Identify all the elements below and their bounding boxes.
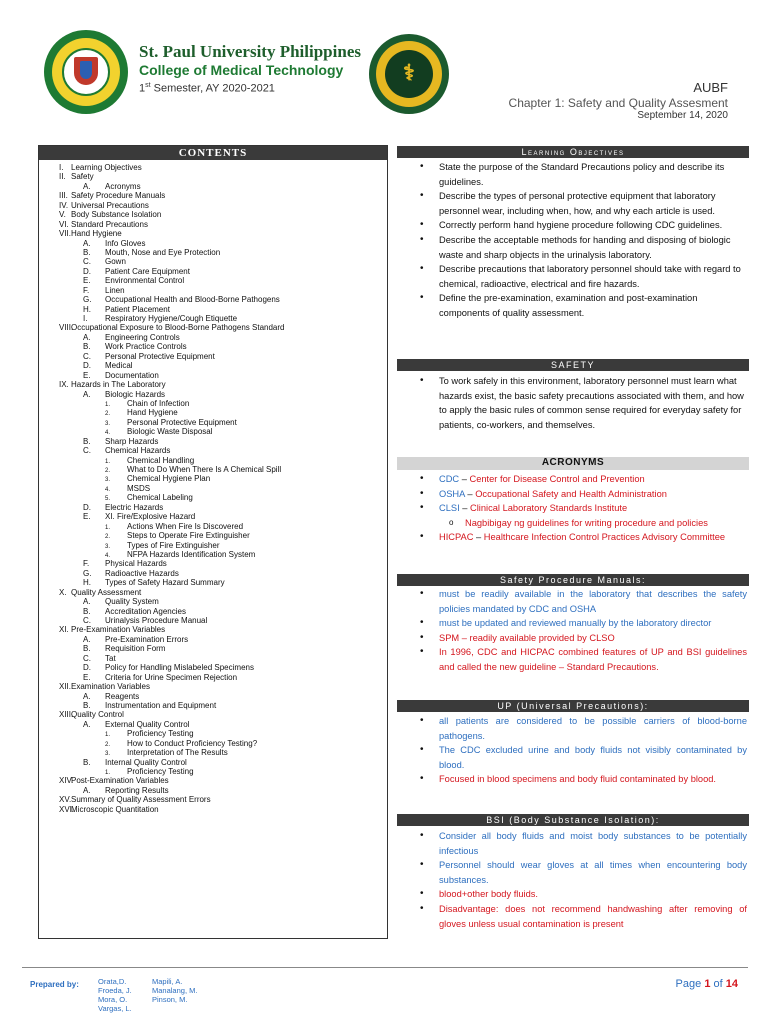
toc-item-text: Hand Hygiene — [127, 408, 178, 418]
toc-item — [39, 758, 387, 767]
toc-item-number: C. — [83, 351, 91, 361]
subject-label: AUBF — [693, 80, 728, 95]
toc-item — [39, 701, 387, 710]
toc-item — [39, 191, 387, 200]
toc-item-number: A. — [83, 597, 91, 607]
toc-item — [39, 720, 387, 729]
toc-item-text: Mouth, Nose and Eye Protection — [105, 247, 221, 257]
toc-item-text: Radioactive Hazards — [105, 568, 179, 578]
toc-item-number: IX. — [59, 380, 69, 390]
toc-item-number: XV. — [59, 795, 72, 805]
toc-item — [39, 795, 387, 804]
toc-item — [39, 541, 387, 550]
toc-item — [39, 776, 387, 785]
toc-item-text: Medical — [105, 361, 133, 371]
toc-item-text: Reagents — [105, 691, 140, 701]
toc-item-number: G. — [83, 295, 92, 305]
toc-item-text: Chemical Hygiene Plan — [127, 474, 211, 484]
toc-item-text: Actions When Fire Is Discovered — [127, 521, 244, 531]
toc-item-text: Learning Objectives — [71, 163, 142, 172]
toc-item-number: XIV. — [59, 776, 74, 786]
toc-item-text: XI. Fire/Explosive Hazard — [105, 512, 196, 522]
document-date: September 14, 2020 — [637, 110, 728, 121]
bullet-item: • must be readily available in the laboratory that describes the safety policies mandated by CDC and OSHA — [397, 587, 749, 616]
toc-item-number: A. — [83, 238, 91, 248]
toc-item-text: Safety — [71, 172, 94, 182]
acronym-sub-note: o Nagbibigay ng guidelines for writing procedure and policies — [397, 516, 749, 531]
contents-list — [39, 160, 387, 814]
toc-item-text: Biologic Hazards — [105, 389, 166, 399]
toc-item-text: How to Conduct Proficiency Testing? — [127, 738, 258, 748]
toc-item — [39, 692, 387, 701]
toc-item-text: Microscopic Quantitation — [71, 804, 159, 814]
toc-item-text: Acronyms — [105, 181, 141, 191]
toc-item-number: B. — [83, 700, 91, 710]
toc-item — [39, 531, 387, 540]
safety-procedure-manuals-list — [397, 587, 749, 675]
toc-item — [39, 267, 387, 276]
toc-item — [39, 493, 387, 502]
toc-item-text: Chemical Handling — [127, 455, 195, 465]
toc-item-number: VII. — [59, 229, 72, 239]
toc-item — [39, 418, 387, 427]
toc-item-text: Policy for Handling Mislabeled Specimens — [105, 663, 254, 673]
toc-item-text: Quality Control — [71, 710, 124, 720]
bullet-item: • must be updated and reviewed manually by the laboratory director — [397, 616, 749, 631]
toc-item-number: XII. — [59, 682, 72, 692]
toc-item-number: G. — [83, 568, 92, 578]
table-of-contents — [38, 145, 388, 939]
toc-item — [39, 710, 387, 719]
footer-divider — [22, 967, 748, 968]
toc-item — [39, 399, 387, 408]
toc-item-number: D. — [83, 266, 91, 276]
safety-procedure-manuals-header: Safety Procedure Manuals: — [397, 574, 749, 586]
toc-item-text: Sharp Hazards — [105, 436, 159, 446]
toc-item-number: A. — [83, 389, 91, 399]
toc-item-text: Proficiency Testing — [127, 767, 194, 776]
toc-item-text: Examination Variables — [71, 682, 151, 692]
learning-objectives-list — [397, 160, 749, 321]
university-seal-logo — [44, 30, 128, 114]
toc-item-text: Quality System — [105, 597, 159, 607]
bullet-item: • State the purpose of the Standard Precautions policy and describe its guidelines. — [397, 160, 749, 189]
toc-item-text: Physical Hazards — [105, 559, 167, 569]
toc-item-number: 2. — [105, 411, 111, 418]
bullet-item: • Personnel should wear gloves at all times when encountering body substances. — [397, 858, 749, 887]
toc-item-number: B. — [83, 342, 91, 352]
toc-item-text: Summary of Quality Assessment Errors — [71, 795, 211, 805]
toc-item — [39, 673, 387, 682]
toc-item-text: Personal Protective Equipment — [127, 417, 237, 427]
toc-item-number: C. — [83, 616, 91, 625]
toc-item-number: XVI. — [59, 804, 75, 814]
toc-item-number: VI. — [59, 219, 69, 229]
toc-item-text: MSDS — [127, 483, 151, 493]
toc-item-text: Hazards in The Laboratory — [71, 380, 166, 390]
toc-item-number: 2. — [105, 741, 111, 748]
toc-item — [39, 654, 387, 663]
toc-item-text: Reporting Results — [105, 785, 169, 795]
toc-item-number: E. — [83, 276, 91, 286]
toc-item — [39, 276, 387, 285]
toc-item-number: A. — [83, 785, 91, 795]
toc-item — [39, 380, 387, 389]
toc-item-number: C. — [83, 446, 91, 456]
bullet-item: • Focused in blood specimens and body fluid contaminated by blood. — [397, 772, 749, 787]
toc-item-text: Work Practice Controls — [105, 342, 187, 352]
toc-item-text: Urinalysis Procedure Manual — [105, 616, 208, 625]
toc-item — [39, 729, 387, 738]
toc-item-number: 1. — [105, 524, 111, 531]
toc-item — [39, 257, 387, 266]
toc-item-number: A. — [83, 332, 91, 342]
toc-item-number: F. — [83, 559, 90, 569]
toc-item-text: External Quality Control — [105, 719, 190, 729]
toc-item-text: Biologic Waste Disposal — [127, 427, 213, 437]
toc-item — [39, 465, 387, 474]
semester-label: 1st Semester, AY 2020-2021 — [139, 82, 275, 95]
author-names-col1: Orata,D. Froeda, J. Mora, O. Vargas, L. — [98, 977, 132, 1013]
toc-item-text: Pre-Examination Errors — [105, 634, 189, 644]
toc-item-text: Criteria for Urine Specimen Rejection — [105, 672, 238, 682]
bullet-item: • SPM – readily available provided by CLSO — [397, 631, 749, 646]
toc-item — [39, 361, 387, 370]
toc-item-number: D. — [83, 502, 91, 512]
toc-item-text: Patient Placement — [105, 304, 170, 314]
bullet-item: • To work safely in this environment, laboratory personnel must learn what hazards exist, the basic safety precautions associated with them, and how to apply the basic rules of common sense required for everyday safety for patients, co-workers, and themselves. — [397, 374, 749, 432]
acronym-item: • CDC – Center for Disease Control and Prevention — [397, 472, 749, 487]
toc-item-text: Hand Hygiene — [71, 229, 122, 239]
toc-item-text: Documentation — [105, 370, 159, 380]
toc-item-text: Engineering Controls — [105, 332, 180, 342]
toc-item — [39, 786, 387, 795]
toc-item-number: D. — [83, 663, 91, 673]
toc-item-number: A. — [83, 719, 91, 729]
bullet-item: • Describe precautions that laboratory personnel should take with regard to chemical, radioactive, electrical and fire hazards. — [397, 262, 749, 291]
toc-item-text: Occupational Health and Blood-Borne Pathogens — [105, 295, 280, 305]
page-indicator: Page 1 of 14 — [675, 978, 738, 990]
toc-item — [39, 295, 387, 304]
universal-precautions-list — [397, 714, 749, 787]
bullet-item: • Define the pre-examination, examination and post-examination components of quality assessment. — [397, 291, 749, 320]
toc-item — [39, 286, 387, 295]
toc-item — [39, 446, 387, 455]
body-substance-isolation-header: BSI (Body Substance Isolation): — [397, 814, 749, 826]
toc-item-number: B. — [83, 606, 91, 616]
toc-item-text: Internal Quality Control — [105, 757, 187, 767]
toc-item — [39, 503, 387, 512]
toc-item-text: Quality Assessment — [71, 587, 142, 597]
toc-item — [39, 390, 387, 399]
toc-item-number: 4. — [105, 552, 111, 559]
bullet-item: • The CDC excluded urine and body fluids not visibly contaminated by blood. — [397, 743, 749, 772]
acronyms-list — [397, 472, 749, 545]
toc-item-number: C. — [83, 653, 91, 663]
toc-item-number: A. — [83, 181, 91, 191]
bullet-item: • Describe the acceptable methods for handing and disposing of biologic waste and sharp objects in the urinalysis laboratory. — [397, 233, 749, 262]
toc-item — [39, 484, 387, 493]
toc-item — [39, 371, 387, 380]
acronyms-header: ACRONYMS — [397, 457, 749, 470]
toc-item-number: B. — [83, 644, 91, 654]
toc-item — [39, 663, 387, 672]
toc-item-text: Chemical Hazards — [105, 446, 171, 456]
toc-item-text: Safety Procedure Manuals — [71, 191, 166, 201]
toc-item-text: Steps to Operate Fire Extinguisher — [127, 531, 250, 541]
toc-item-number: I. — [59, 163, 64, 172]
toc-item-text: Universal Precautions — [71, 200, 149, 210]
toc-item — [39, 748, 387, 757]
toc-item — [39, 569, 387, 578]
toc-item-text: Personal Protective Equipment — [105, 351, 215, 361]
toc-item-number: 1. — [105, 401, 111, 408]
toc-item-number: 1. — [105, 732, 111, 739]
toc-item-number: 1. — [105, 770, 111, 776]
toc-item-text: Respiratory Hygiene/Cough Etiquette — [105, 314, 238, 323]
toc-item — [39, 220, 387, 229]
toc-item — [39, 333, 387, 342]
acronym-item: • CLSI – Clinical Laboratory Standards Institute — [397, 501, 749, 516]
toc-item — [39, 182, 387, 191]
toc-item-text: Types of Fire Extinguisher — [127, 540, 220, 550]
toc-item-text: What to Do When There Is A Chemical Spill — [127, 465, 282, 474]
toc-item-number: 1. — [105, 458, 111, 465]
toc-item — [39, 578, 387, 587]
toc-item-text: Accreditation Agencies — [105, 606, 186, 616]
toc-item — [39, 305, 387, 314]
toc-item-text: Standard Precautions — [71, 219, 148, 229]
toc-item-number: 2. — [105, 534, 111, 541]
toc-item-text: Interpretation of The Results — [127, 748, 228, 758]
toc-item-number: VIII. — [59, 323, 74, 333]
toc-item-number: E. — [83, 370, 91, 380]
toc-item — [39, 427, 387, 436]
toc-item-text: Tat — [105, 653, 116, 663]
toc-item — [39, 644, 387, 653]
safety-list — [397, 374, 749, 432]
toc-item-text: Occupational Exposure to Blood-Borne Pathogens Standard — [71, 323, 285, 333]
bullet-item: • all patients are considered to be possible carriers of blood-borne pathogens. — [397, 714, 749, 743]
toc-item-text: Info Gloves — [105, 238, 146, 248]
toc-item — [39, 550, 387, 559]
toc-item-number: B. — [83, 757, 91, 767]
toc-item-text: Gown — [105, 257, 126, 267]
toc-item — [39, 229, 387, 238]
toc-item — [39, 616, 387, 625]
toc-item — [39, 408, 387, 417]
toc-item-number: D. — [83, 361, 91, 371]
toc-item-text: Linen — [105, 285, 125, 295]
toc-item — [39, 352, 387, 361]
toc-item — [39, 625, 387, 634]
toc-item — [39, 607, 387, 616]
toc-item-text: Body Substance Isolation — [71, 210, 162, 220]
toc-item-number: B. — [83, 436, 91, 446]
bullet-item: • Correctly perform hand hygiene procedure following CDC guidelines. — [397, 218, 749, 233]
toc-item-text: Proficiency Testing — [127, 729, 194, 739]
toc-item-text: Patient Care Equipment — [105, 266, 190, 276]
toc-item-number: 3. — [105, 420, 111, 427]
toc-item-number: 3. — [105, 543, 111, 550]
toc-item-number: XIII. — [59, 710, 74, 720]
toc-item-number: E. — [83, 512, 91, 522]
toc-item-text: Types of Safety Hazard Summary — [105, 578, 225, 588]
toc-item-number: X. — [59, 587, 67, 597]
contents-title: CONTENTS — [39, 146, 387, 160]
toc-item-number: II. — [59, 172, 66, 182]
toc-item-number: 4. — [105, 486, 111, 493]
toc-item — [39, 474, 387, 483]
toc-item — [39, 342, 387, 351]
university-name: St. Paul University Philippines — [139, 42, 361, 61]
prepared-by-label: Prepared by: — [30, 980, 79, 989]
toc-item-text: Instrumentation and Equipment — [105, 700, 217, 710]
author-names-col2: Mapili, A. Manalang, M. Pinson, M. — [152, 977, 198, 1004]
toc-item — [39, 805, 387, 814]
toc-item — [39, 597, 387, 606]
toc-item-number: V. — [59, 210, 66, 220]
acronym-item: • HICPAC – Healthcare Infection Control Practices Advisory Committee — [397, 530, 749, 545]
toc-item-number: A. — [83, 691, 91, 701]
toc-item-number: 2. — [105, 468, 111, 474]
toc-item — [39, 522, 387, 531]
toc-item-text: Requisition Form — [105, 644, 166, 654]
toc-item — [39, 588, 387, 597]
universal-precautions-header: UP (Universal Precautions): — [397, 700, 749, 712]
toc-item-number: E. — [83, 672, 91, 682]
toc-item — [39, 559, 387, 568]
toc-item — [39, 239, 387, 248]
college-name: College of Medical Technology — [139, 62, 344, 78]
chapter-title: Chapter 1: Safety and Quality Assesment — [508, 96, 728, 110]
toc-item-number: H. — [83, 304, 91, 314]
toc-item — [39, 456, 387, 465]
toc-item-number: 4. — [105, 430, 111, 437]
toc-item-number: 5. — [105, 496, 111, 503]
toc-item-number: 3. — [105, 751, 111, 758]
toc-item-text: Electric Hazards — [105, 502, 164, 512]
toc-item-number: C. — [83, 257, 91, 267]
toc-item-text: Pre-Examination Variables — [71, 625, 166, 635]
toc-item — [39, 739, 387, 748]
bullet-item: • blood+other body fluids. — [397, 887, 749, 902]
toc-item — [39, 512, 387, 521]
toc-item-text: Environmental Control — [105, 276, 185, 286]
toc-item — [39, 767, 387, 776]
safety-header: SAFETY — [397, 359, 749, 371]
toc-item — [39, 682, 387, 691]
toc-item-number: XI. — [59, 625, 69, 635]
toc-item-text: NFPA Hazards Identification System — [127, 549, 256, 559]
toc-item-number: III. — [59, 191, 68, 201]
toc-item-number: IV. — [59, 200, 69, 210]
toc-item — [39, 635, 387, 644]
toc-item — [39, 163, 387, 172]
toc-item-text: Post-Examination Variables — [71, 776, 169, 786]
toc-item-text: Chain of Infection — [127, 398, 190, 408]
toc-item — [39, 201, 387, 210]
bullet-item: • Disadvantage: does not recommend handwashing after removing of gloves unless usual contamination is present — [397, 902, 749, 931]
toc-item — [39, 314, 387, 323]
toc-item-number: H. — [83, 578, 91, 588]
toc-item — [39, 172, 387, 181]
acronym-item: • OSHA – Occupational Safety and Health Administration — [397, 487, 749, 502]
toc-item-number: I. — [83, 314, 88, 323]
toc-item — [39, 437, 387, 446]
bullet-item: • Describe the types of personal protective equipment that laboratory personnel wear, including when, how, and why each article is used. — [397, 189, 749, 218]
toc-item-number: B. — [83, 247, 91, 257]
toc-item-text: Chemical Labeling — [127, 493, 193, 503]
toc-item-number: A. — [83, 634, 91, 644]
learning-objectives-header: Learning Objectives — [397, 146, 749, 158]
toc-item-number: 3. — [105, 477, 111, 484]
toc-item — [39, 248, 387, 257]
toc-item — [39, 210, 387, 219]
toc-item — [39, 323, 387, 332]
bullet-item: • In 1996, CDC and HICPAC combined features of UP and BSI guidelines and called the new guideline – Standard Precautions. — [397, 645, 749, 674]
bullet-item: • Consider all body fluids and moist body substances to be potentially infectious — [397, 829, 749, 858]
body-substance-isolation-list — [397, 829, 749, 931]
college-seal-logo: ⚕ — [369, 34, 449, 114]
toc-item-number: F. — [83, 285, 90, 295]
